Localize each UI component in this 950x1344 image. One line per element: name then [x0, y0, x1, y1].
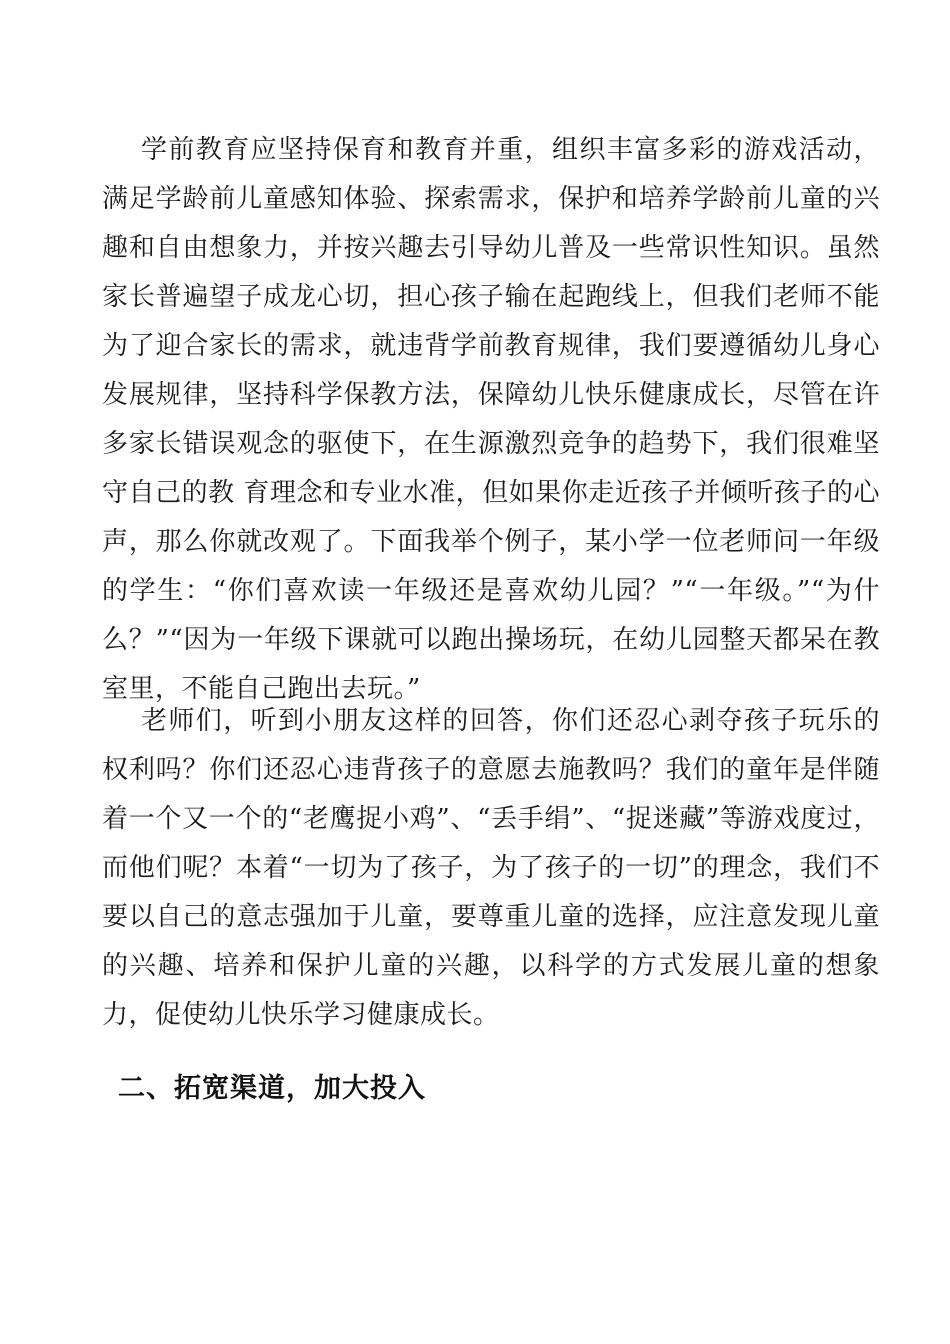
- section-heading: 二、拓宽渠道，加大投入: [118, 1073, 426, 1104]
- body-paragraph: 学前教育应坚持保育和教育并重，组织丰富多彩的游戏活动，满足学龄前儿童感知体验、探索需求，保护和培养学龄前儿童的兴趣和自由想象力，并按兴趣去引导幼儿普及一些常识性知识。虽然家长普遍望子成龙心切，担心孩子输在起跑线上，但我们老师不能为了迎合家长的需求，就违背学前教育规律，我们要遵循幼儿身心发展规律，坚持科学保教方法，保障幼儿快乐健康成长，尽管在许多家长错误观念的驱使下，在生源激烈竞争的趋势下，我们很难坚守自己的教 育理念和专业水准，但如果你走近孩子并倾听孩子的心声，那么你就改观了。下面我举个例子，某小学一位老师问一年级的学生：“你们喜欢读一年级还是喜欢幼儿园？”“一年级。”“为什么？”“因为一年级下课就可以跑出操场玩，在幼儿园整天都呆在教室里，不能自己跑出去玩。”: [102, 135, 880, 704]
- body-paragraph: 老师们，听到小朋友这样的回答，你们还忍心剥夺孩子玩乐的权利吗？你们还忍心违背孩子的意愿去施教吗？我们的童年是伴随着一个又一个的“老鹰捉小鸡”、“丢手绢”、“捉迷藏”等游戏度过，而他们呢？本着“一切为了孩子，为了孩子的一切”的理念，我们不要以自己的意志强加于儿童，要尊重儿童的选择，应注意发现儿童的兴趣、培养和保护儿童的兴趣，以科学的方式发展儿童的想象力，促使幼儿快乐学习健康成长。: [102, 706, 880, 1030]
